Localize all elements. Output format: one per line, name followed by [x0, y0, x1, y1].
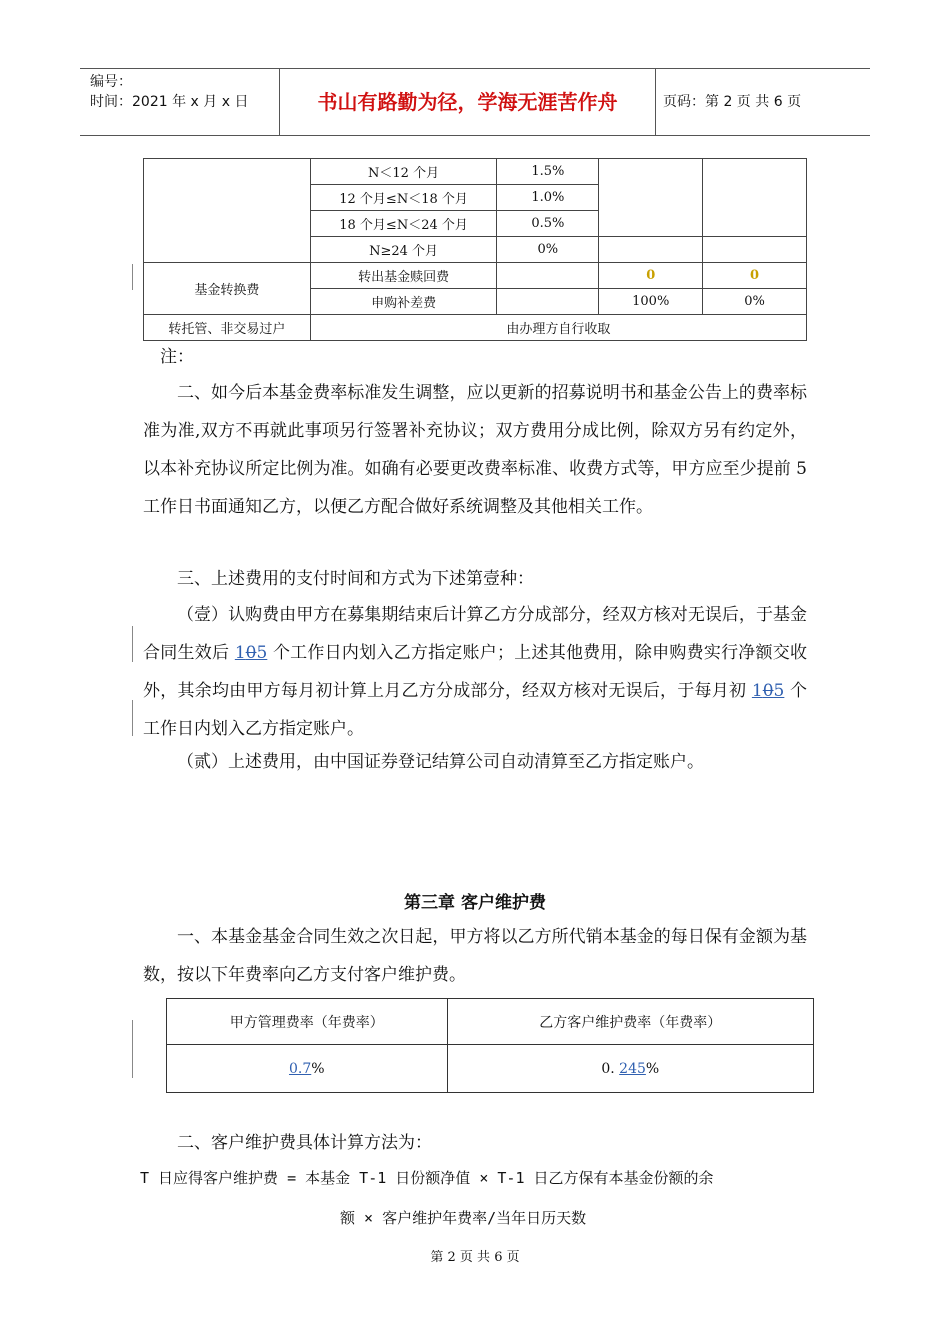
chapter-title: 第三章 客户维护费	[404, 893, 546, 913]
revision-mark	[132, 1020, 133, 1078]
formula-line-2: 额 × 客户维护年费率/当年日历天数	[340, 1209, 587, 1227]
rate-cell: 1.0%	[497, 185, 599, 211]
header-motto: 书山有路勤为径，学海无涯苦作舟	[280, 69, 656, 135]
term-cell: 12 个月≤N＜18 个月	[310, 185, 497, 211]
rate-table	[166, 998, 814, 1093]
fee-table-empty-cell	[703, 159, 807, 237]
rate-header-client: 乙方客户维护费率（年费率）	[447, 999, 813, 1045]
term-cell: N＜12 个月	[310, 159, 497, 185]
rate-cell: 1.5%	[497, 159, 599, 185]
workday-count-2	[752, 681, 784, 701]
paragraph-7: 二、客户维护费具体计算方法为：	[177, 1133, 432, 1153]
digit: 1	[234, 643, 246, 663]
term-cell: 18 个月≤N＜24 个月	[310, 211, 497, 237]
fee-table-empty-cell	[599, 237, 703, 263]
header-meta	[80, 69, 280, 135]
deleted-digit: 0	[762, 681, 774, 701]
rate-header-manager: 甲方管理费率（年费率）	[167, 999, 448, 1045]
term-cell: N≥24 个月	[310, 237, 497, 263]
paragraph-2: 二、如今后本基金费率标准发生调整，应以更新的招募说明书和基金公告上的费率标准为准,双方不再就此事项另行签署补充协议；双方费用分成比例，除双方另有约定外，以本补充协议所定比例为准。如确有必要更改费率标准、收费方式等，甲方应至少提前 5 工作日书面通知乙方，以便乙方配合做好系统调整及其他相关工作。	[143, 383, 807, 517]
client-rate: 245	[619, 1060, 646, 1077]
redeem-label: 转出基金赎回费	[310, 263, 497, 289]
manager-rate: 0.7	[288, 1060, 312, 1077]
redeem-value-a: 0	[599, 263, 703, 289]
digit: 5	[773, 681, 785, 701]
paragraph-6: 一、本基金基金合同生效之次日起，甲方将以乙方所代销本基金的每日保有金额为基数，按以下年费率向乙方支付客户维护费。	[143, 927, 807, 985]
fee-table-empty-cell	[599, 159, 703, 237]
fee-table-empty-cell	[144, 159, 311, 263]
paragraph-3: 三、上述费用的支付时间和方式为下述第壹种：	[177, 569, 534, 589]
revision-mark	[132, 700, 133, 736]
paragraph-5: （贰）上述费用，由中国证券登记结算公司自动清算至乙方指定账户。	[177, 752, 704, 772]
page-footer: 第 2 页 共 6 页	[430, 1250, 520, 1265]
subscribe-label: 申购补差费	[310, 289, 497, 315]
digit: 5	[256, 643, 268, 663]
revision-mark	[132, 264, 133, 290]
paragraph-4-part-c: 个工作日内划入乙方指定账户。	[143, 681, 807, 739]
workday-count-1	[235, 643, 267, 663]
redeem-value-b: 0	[703, 263, 807, 289]
conversion-label: 基金转换费	[144, 263, 311, 315]
client-rate-prefix: 0.	[601, 1060, 620, 1077]
fee-table-empty-cell	[703, 237, 807, 263]
note-label: 注：	[160, 347, 194, 367]
fee-table	[143, 158, 807, 341]
paragraph-4	[143, 596, 807, 748]
number-label: 编号：	[90, 74, 132, 90]
custody-label: 转托管、非交易过户	[144, 315, 311, 341]
fee-table-empty-cell	[497, 263, 599, 289]
subscribe-value-a: 100%	[599, 289, 703, 315]
paragraph-4-part-b: 个工作日内划入乙方指定账户；上述其他费用，除申购费实行净额交收外，其余均由甲方每月初计算上月乙方分成部分，经双方核对无误后，于每月初	[143, 643, 808, 701]
header-page-label: 页码：第 2 页 共 6 页	[663, 94, 802, 110]
deleted-digit: 0	[245, 643, 257, 663]
rate-value-manager	[167, 1045, 448, 1093]
percent-sign: %	[645, 1060, 660, 1077]
rate-cell: 0%	[497, 237, 599, 263]
revision-mark	[132, 626, 133, 662]
subscribe-value-b: 0%	[703, 289, 807, 315]
paragraph-4-part-a: （壹）认购费由甲方在募集期结束后计算乙方分成部分，经双方核对无误后，于基金合同生效后	[143, 605, 807, 663]
fee-table-empty-cell	[497, 289, 599, 315]
rate-value-client	[447, 1045, 813, 1093]
formula-line-1: T 日应得客户维护费 = 本基金 T-1 日份额净值 × T-1 日乙方保有本基金份额的余	[140, 1169, 714, 1187]
rate-cell: 0.5%	[497, 211, 599, 237]
time-label: 时间：2021 年 x 月 x 日	[90, 94, 249, 110]
digit: 1	[751, 681, 763, 701]
percent-sign: %	[311, 1060, 325, 1077]
custody-value: 由办理方自行收取	[310, 315, 806, 341]
page-header	[80, 68, 870, 136]
